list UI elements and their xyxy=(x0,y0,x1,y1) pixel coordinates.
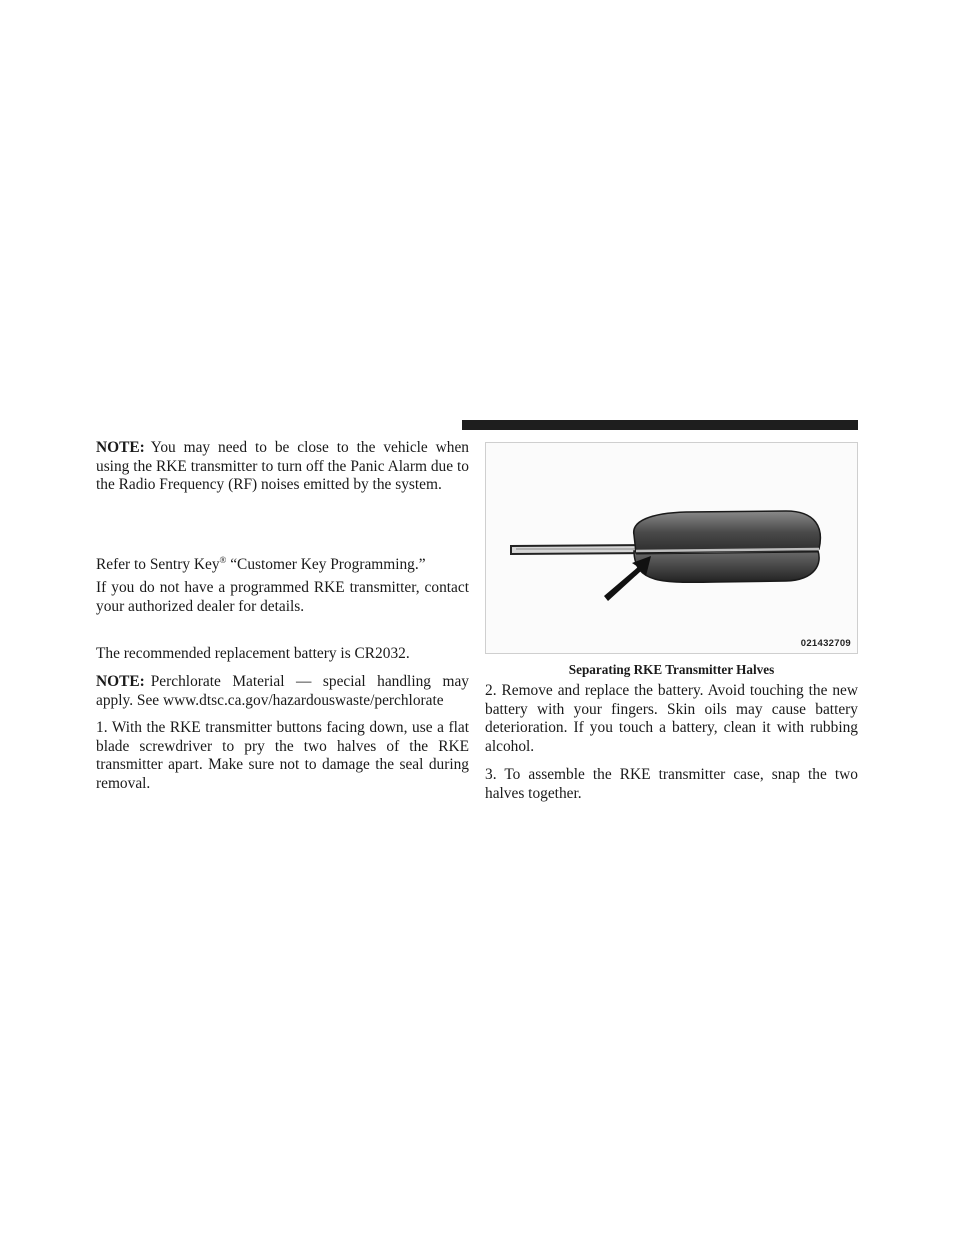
refer-prefix: Refer to Sentry Key xyxy=(96,556,220,574)
key-blade-shape xyxy=(511,545,654,554)
rke-transmitter-illustration xyxy=(486,443,858,654)
registered-mark: ® xyxy=(219,555,227,565)
note-perchlorate xyxy=(96,673,469,710)
image-code: 021432709 xyxy=(800,638,851,649)
refer-suffix: “Customer Key Programming.” xyxy=(226,556,426,574)
refer-sentry-key xyxy=(96,551,469,575)
step-1-paragraph: 1. With the RKE transmitter buttons facing down, use a flat blade screwdriver to pry the two halves of the RKE transmitter apart. Make sure not to damage the seal during removal. xyxy=(96,719,469,792)
note-label: NOTE: xyxy=(96,673,145,690)
transmitter-figure xyxy=(485,442,858,654)
arrow-icon xyxy=(604,556,651,601)
figure-caption: Separating RKE Transmitter Halves xyxy=(568,662,775,677)
note-text: You may need to be close to the vehicle when using the RKE transmitter to turn off the Panic Alarm due to the Radio Frequency (RF) noises emitted by the system. xyxy=(96,439,469,494)
no-transmitter-paragraph: If you do not have a programmed RKE transmitter, contact your authorized dealer for details. xyxy=(96,579,469,615)
note-label: NOTE: xyxy=(96,439,145,456)
section-header-rule xyxy=(462,420,858,430)
step-3-paragraph: 3. To assemble the RKE transmitter case, snap the two halves together. xyxy=(485,766,858,802)
fob-body-shape xyxy=(634,511,821,582)
step-2-paragraph: 2. Remove and replace the battery. Avoid touching the new battery with your fingers. Skin oils may cause battery deterioration. If you touch a battery, clean it with rubbing alcohol. xyxy=(485,682,858,755)
note-panic-alarm xyxy=(96,439,469,495)
note-text: Perchlorate Material — special handling may apply. See www.dtsc.ca.gov/hazardouswaste/perchlorate xyxy=(96,673,469,709)
battery-type-paragraph: The recommended replacement battery is CR2032. xyxy=(96,645,410,662)
